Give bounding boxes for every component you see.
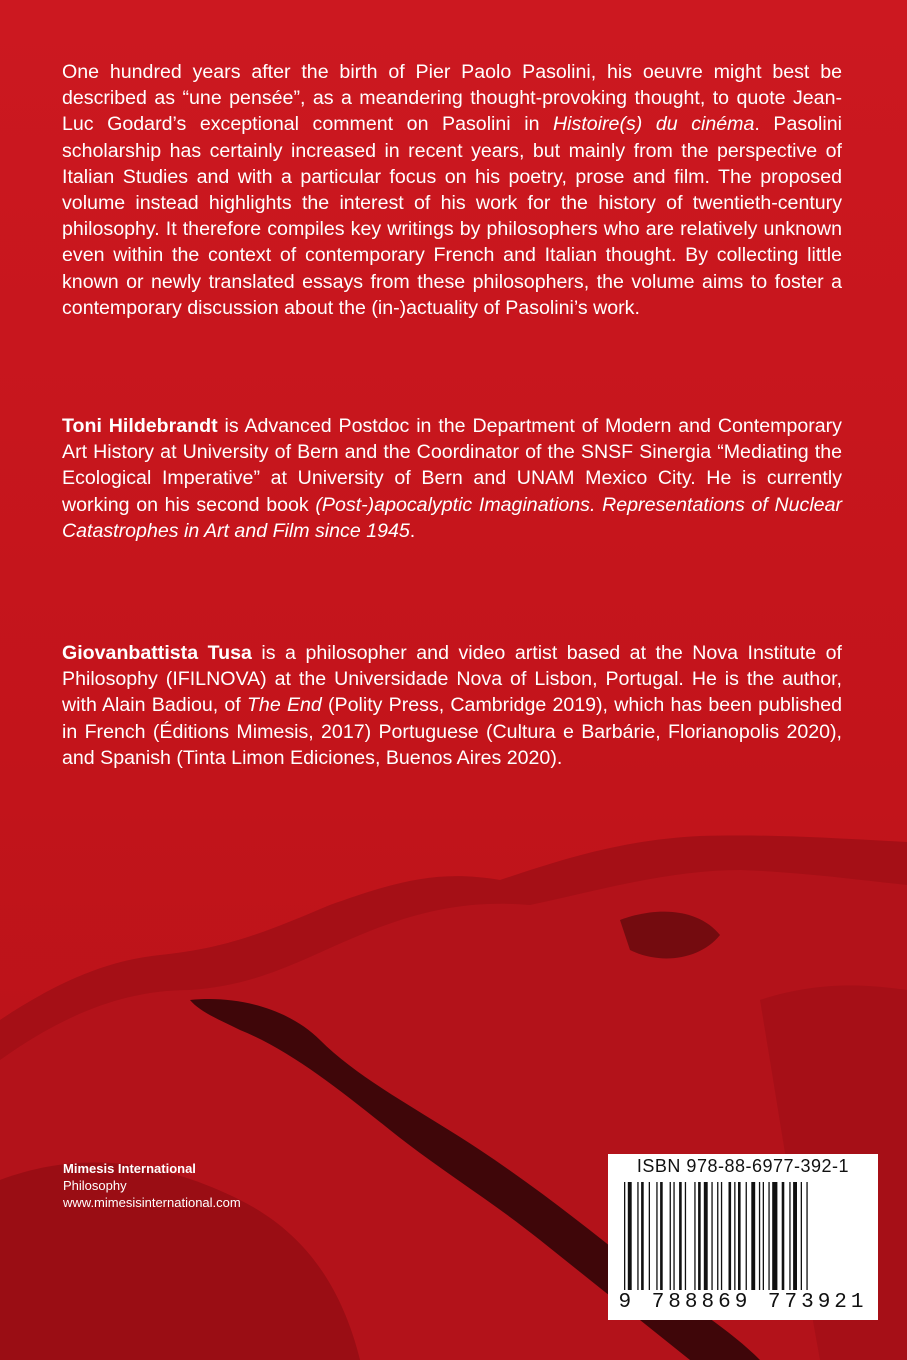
ean-digits: 9 788869 773921 bbox=[618, 1291, 868, 1314]
author-name: Toni Hildebrandt bbox=[62, 415, 218, 437]
barcode-bar bbox=[746, 1182, 747, 1290]
publisher-website: www.mimesisinternational.com bbox=[63, 1195, 241, 1210]
bio-text-continued: (Polity Press, Cambridge 2019), which has been published in French (Éditions Mimesis, 2017) Portuguese (Cultura e Barbárie, Florianopolis 2020), and Spanish (Tinta Limon Ediciones, Buenos Aires 2020). bbox=[62, 694, 842, 769]
author-bio-tusa bbox=[62, 640, 842, 771]
barcode-bar bbox=[793, 1182, 797, 1290]
barcode-bar bbox=[637, 1182, 638, 1290]
barcode-bar bbox=[656, 1182, 657, 1290]
description-part-2: . Pasolini scholarship has certainly increased in recent years, but mainly from the perspective of Italian Studies and with a particular focus on his poetry, prose and film. The proposed volume instead highlights the interest of his work for the history of twentieth-century philosophy. It therefore compiles key writings by philosophers who are relatively unknown even within the context of contemporary French and Italian thought. By collecting little known or newly translated essays from these philosophers, the volume aims to foster a contemporary discussion about the (in-)actuality of Pasolini’s work. bbox=[62, 113, 842, 319]
barcode-bar bbox=[694, 1182, 695, 1290]
barcode-bar bbox=[698, 1182, 701, 1290]
bio-text: is Advanced Postdoc in the Department of Modern and Contemporary Art History at University of Bern and the Coordinator of the SNSF Sinergia “Mediating the Ecological Imperative” at University of Bern and UNAM Mexico City. He is currently working on his second book bbox=[62, 415, 842, 516]
barcode-bar bbox=[806, 1182, 807, 1290]
publisher-series: Philosophy bbox=[63, 1178, 127, 1193]
barcode-bar bbox=[717, 1182, 718, 1290]
film-title: Histoire(s) du cinéma bbox=[553, 113, 755, 136]
barcode-bar bbox=[801, 1182, 802, 1290]
barcode-bar bbox=[721, 1182, 722, 1290]
barcode-bar bbox=[628, 1182, 632, 1290]
barcode-bar bbox=[670, 1182, 671, 1290]
book-description bbox=[62, 59, 842, 321]
bio-text: is a philosopher and video artist based at the Nova Institute of Philosophy (IFILNOVA) at the Universidade Nova of Lisbon, Portugal. He is the author, with Alain Badiou, of bbox=[62, 642, 842, 717]
barcode-bar bbox=[685, 1182, 686, 1290]
publisher-info bbox=[63, 1160, 241, 1211]
barcode-bar bbox=[738, 1182, 741, 1290]
barcode-bar bbox=[679, 1182, 682, 1290]
barcode-bar bbox=[641, 1182, 644, 1290]
barcode-bar bbox=[759, 1182, 760, 1290]
author-name: Giovanbattista Tusa bbox=[62, 642, 252, 664]
barcode-bar bbox=[660, 1182, 663, 1290]
barcode-bar bbox=[729, 1182, 732, 1290]
barcode-bar bbox=[772, 1182, 777, 1290]
barcode-bar bbox=[673, 1182, 674, 1290]
publisher-name: Mimesis International bbox=[63, 1161, 196, 1176]
isbn-label: ISBN 978-88-6977-392-1 bbox=[636, 1156, 850, 1176]
barcode-bar bbox=[789, 1182, 790, 1290]
description-part-1: One hundred years after the birth of Pier Paolo Pasolini, his oeuvre might best be described as “une pensée”, as a meandering thought-provoking thought, to quote Jean-Luc Godard’s exceptional comment on Pasolini in bbox=[62, 61, 842, 136]
barcode bbox=[608, 1154, 878, 1320]
barcode-bars bbox=[624, 1182, 862, 1290]
barcode-bar bbox=[734, 1182, 735, 1290]
barcode-bar bbox=[649, 1182, 650, 1290]
bio-end: . bbox=[409, 519, 416, 542]
barcode-bar bbox=[624, 1182, 625, 1290]
barcode-bar bbox=[751, 1182, 755, 1290]
book-title: (Post-)apocalyptic Imaginations. Representations of Nuclear Catastrophes in Art and Film since 1945 bbox=[62, 493, 842, 542]
author-bio-hildebrandt bbox=[62, 413, 842, 544]
barcode-bar bbox=[711, 1182, 712, 1290]
barcode-bar bbox=[704, 1182, 708, 1290]
barcode-bar bbox=[782, 1182, 785, 1290]
book-title: The End bbox=[246, 694, 322, 717]
barcode-bar bbox=[763, 1182, 764, 1290]
barcode-bar bbox=[768, 1182, 769, 1290]
